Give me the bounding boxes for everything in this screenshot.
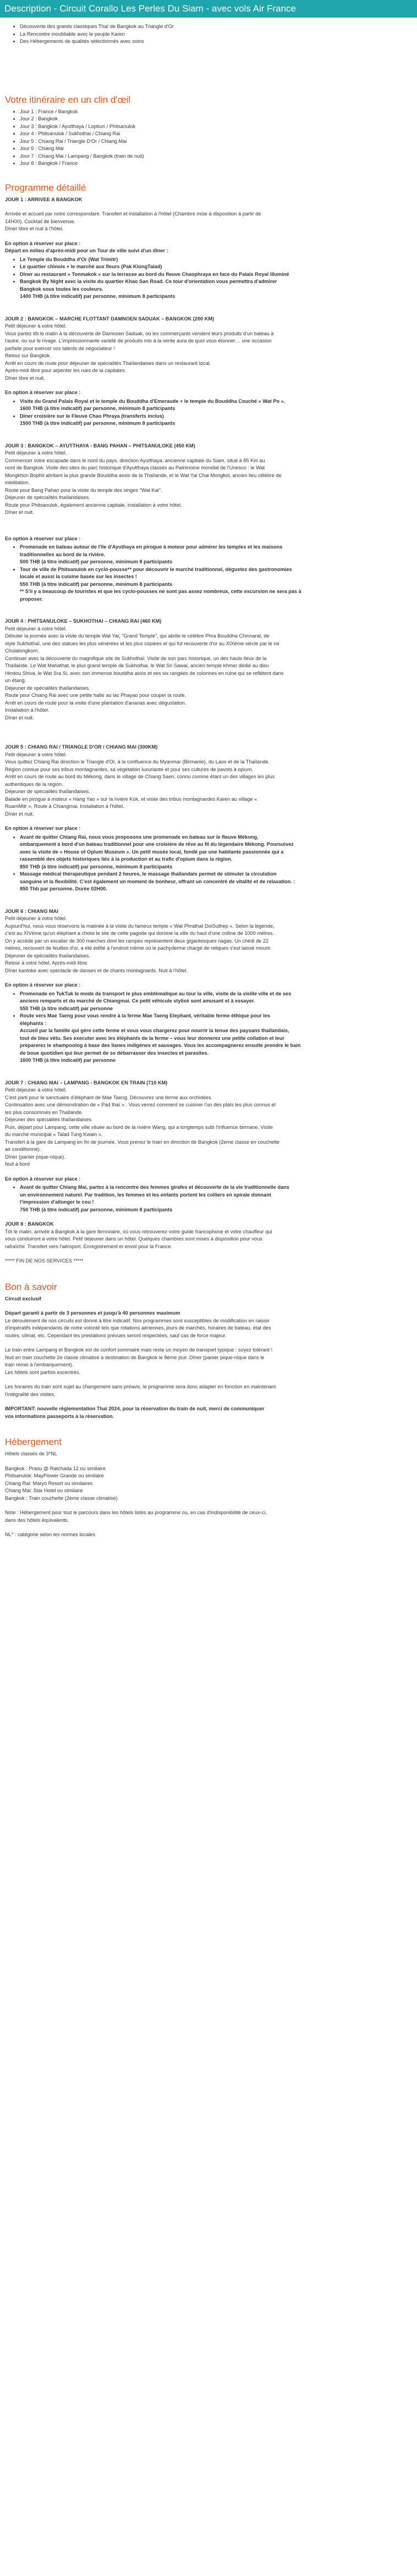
option-list <box>5 256 412 301</box>
hotel-line: Chiang Mai: Star Hotel ou similaire <box>5 1488 83 1493</box>
text-line: Massage médical thérapeutique pendant 2 heures, le massage thaïlandais permet de stimuler la circulation <box>20 871 277 877</box>
text-line: routes, climat, etc. Cependant les prestations prévues seront respectées, sauf cas de force majeur. <box>5 1332 227 1338</box>
price-line: 550 THB (à titre indicatif) par personne <box>20 1005 113 1011</box>
important-notice: IMPORTANT: nouvelle réglementation Thaï 2024, pour la réservation du train de nuit, merci de communiquer <box>5 1406 265 1411</box>
intro-list <box>5 23 412 46</box>
list-item: • Jour 3 : Bangkok / Ayutthaya / Lopburi / Phitsanulok <box>20 123 412 131</box>
day-title: JOUR 7 : CHIANG MAI – LAMPANG - BANGKOK EN TRAIN (710 KM) <box>5 1079 168 1085</box>
text-line: Déjeuner des spécialités thaïlandaises. <box>5 1117 93 1122</box>
list-item <box>20 990 412 1013</box>
day-title: JOUR 8 : BANGKOK <box>5 1221 54 1227</box>
price-line: 850 Thb par personne. Durée 02H00. <box>20 886 107 891</box>
day-title: JOUR 1 : ARRIVEE A BANGKOK <box>5 196 83 202</box>
end-of-services: ***** FIN DE NOS SERVICES ***** <box>5 1258 84 1264</box>
text-line: Arrêt en cours de route au bord du Mékong, dans le village de Chiang Saen, connu comme étant un des villages les plus <box>5 774 275 779</box>
text-line: Avant de quitter Chiang Mai, partez à la rencontre des femmes girafes et découverte de la vie traditionnelle dans <box>20 1184 289 1190</box>
circuit-label: Circuit exclusif <box>5 1295 41 1301</box>
text-line: Débuter la journée avec la visite du temple Wat Yai, "Grand Temple", qui abrite le célèbre Phra Bouddha Chinnarat, de <box>5 633 270 639</box>
lodging-intro: Hôtels classés de 3*NL <box>5 1451 57 1456</box>
text-line: ** S'il y a beaucoup de touristes et que les cyclo-pousses ne sont pas assez nombreux, cette excursion ne sera pas à <box>20 589 301 594</box>
text-line: Arrêt en cours de route pour déjeuner de spécialités Thaïlandaises dans un restaurant local. <box>5 360 211 366</box>
text-line: air conditionné). <box>5 1146 41 1152</box>
day-section <box>5 315 412 428</box>
option-list <box>5 990 412 1065</box>
text-line: Dîner et nuit. <box>5 509 34 515</box>
text-line: avec la visite de « House of Opium Museum ». Un petit musée local, fondé par une habitante passionnée qui a <box>20 849 284 855</box>
list-item: • Jour 1 : France / Bangkok <box>20 108 412 116</box>
list-item: • Jour 5 : Chiang Rai / Triangle D'Or / Chiang Mai <box>20 138 412 146</box>
list-item <box>20 278 412 301</box>
price-line: 500 THB (à titre indicatif) par personne, minimum 8 participants <box>20 559 173 564</box>
text-line: Le train entre Lampang et Bangkok est de confort sommaire mais reste un moyen de transport typique : soyez tolérant ! <box>5 1347 273 1353</box>
text-line: Déjeuner de spécialités thaïlandaises. <box>5 952 90 959</box>
text-line: du marché municipal « Talad Tung Kwain ». <box>5 1132 103 1137</box>
hotel-line: Phitsanulok: MayFlower Grande ou similaire <box>5 1473 104 1478</box>
text-line: locale et aussi la cuisine basée sur les insectes ! <box>20 574 137 579</box>
text-line: Retour sur Bangkok. <box>5 353 51 358</box>
text-line: Chulalongkorn. <box>5 648 39 653</box>
text-line: Petit déjeuner à votre hôtel. <box>5 751 67 757</box>
program-title: Programme détaillé <box>5 182 86 193</box>
lodging-note: Note : Hébergement pour tout le parcours dans les hôtels listés au programme ou, en cas d'indisponibilité de ceux-ci, <box>5 1510 267 1515</box>
text-line: tout de bleu vêtu. Ses executer avec les éléphants de la ferme – vous leur donnerez une petite collation et leur <box>20 1035 284 1041</box>
text-line: Déjeuner de spécialités thaïlandaises. <box>5 495 90 500</box>
text-line: On y accède par un escalier de 300 marches dont les rampes représentent deux gigantesques nagas. Un chédi de 22 <box>5 938 269 944</box>
text-line: Bangkok sous toutes les couleurs. <box>20 286 103 292</box>
list-item: • Jour 2 : Bangkok <box>20 115 412 123</box>
text-line: Arrêt en cours de route pour la visite d'une plantation d'ananas avec dégustation. <box>5 700 186 706</box>
text-line: Petit déjeuner à votre hôtel. <box>5 625 67 631</box>
option-subtitle: Départ en milieu d'après-midi pour un Tour de ville suivi d'un dîner : <box>5 248 168 253</box>
text-line: Petit déjeuner à votre hôtel. <box>5 916 67 921</box>
text-line: Dîner et nuit. <box>5 714 34 721</box>
option-list <box>5 398 412 428</box>
price-line: 1600 THB (à titre indicatif) par personne <box>20 1057 116 1063</box>
text-line: mètres, recouvert de feuilles d'or, a été édifié à l'endroit même où le pachyderme chargé de reliques s'est laissé mourir. <box>5 945 272 951</box>
list-item: • Le quartier chinois + le marché aux fleurs (Pak KlongTalad) <box>20 263 412 271</box>
text-line: préparerez le shampooing à base des lianes indigènes et sauvages. Vous les accompagnerez ensuite prendre le bain <box>20 1043 301 1048</box>
text-line: Dîner croisière sur le Fleuve Chao Phraya (transferts inclus) <box>20 413 164 419</box>
list-item: • Jour 7 : Chiang Mai / Lampang / Bangkok (train de nuit) <box>20 153 412 160</box>
text-line: les plus consommés en Thaïlande. <box>5 1109 83 1115</box>
text-line: c'est au XIVème qu'un éléphant a choisi le site de cette pagode qui domine la ville du haut d'une colline de 1000 mètres. <box>5 930 274 936</box>
text-line: parfaite pour exercer vos talents de négociateur ! <box>5 345 115 351</box>
text-line: anciens remparts et du marché de Chiangmai. Ce petit véhicule stylisé sont amusant et à essayer. <box>20 998 255 1004</box>
list-item: • Jour 4 : Phitsanulok / Sukhothai / Chiang Rai <box>20 130 412 138</box>
price-line: 850 THB (à titre indicatif) par personne, minimum 8 participants <box>20 863 173 869</box>
list-item: • Dîner au restaurant « Tonmakok » sur la terrasse au bord du fleuve Chaophraya en face du Palais Royal illuminé <box>20 271 412 279</box>
text-line: Les horaires du train sont sujet au changement sans préavis, le programme sera donc adapter en fonction en maintenant <box>5 1384 276 1389</box>
text-line: Accueil par la famille qui gère cette ferme et vous vous chargerez pour nourrir la tenue des paysans thaïlandais, <box>20 1028 289 1033</box>
text-line: Déjeuner de spécialités thaïlandaises. <box>5 685 90 691</box>
text-line: Tôt le matin, arrivée à Bangkok à la gare ferroviaire, où vous retrouverez votre guide francophone et votre chauffeur qui <box>5 1228 272 1234</box>
text-line: Les hôtels sont parfois excentrés. <box>5 1369 80 1375</box>
text-line: Arrivée et accueil par notre correspondant. Transfert et installation à l'hôtel (Chambre mise à disposition à partir de <box>5 211 261 217</box>
text-line: Mongkhon Bophit abritant la plus grande Bouddha assis de la Thaïlande, et le Wat Yai Chai Mongkol, ancien lieu célèbre de <box>5 472 282 478</box>
option-label: En option à réserver sur place : <box>5 535 81 541</box>
day-section <box>5 442 412 603</box>
hotel-line: Bangkok : Train couchette (2ème classe climatisé) <box>5 1495 118 1501</box>
important-notice: vos informations passeports à la réservation. <box>5 1413 114 1419</box>
text-line: Petit déjeuner à votre hôtel. <box>5 450 67 456</box>
list-item: • Découverte des grands classiques Thaï de Bangkok au Triangle d'Or <box>20 23 412 31</box>
text-line: Petit déjeuner à votre hôtel. <box>5 323 67 329</box>
text-line: Dîner libre et nuit à l'hôtel. <box>5 226 64 231</box>
text-line: Déjeuner de spécialités thaïlandaises. <box>5 789 90 794</box>
text-line: Aujourd'hui, nous vous réservons la matinée à la visite du fameux temple « Wat Phrathat DoiSuthep ». Selon la légende, <box>5 923 275 929</box>
text-line: Thaïlande. Le Wat Mahathat, le plus grand temple de Sukhothai, le Wat Sri Sawai, ancien temple khmer dédié au dieu <box>5 663 269 668</box>
price-line: 1500 THB (à titre indicatif) par personne, minimum 8 participants <box>20 420 175 426</box>
text-line: nord de Bangkok. Visite des sites du parc historique d'Ayutthaya classés au Patrimoine mondial de l'Unesco : le Wat <box>5 465 265 470</box>
page-title: Description - Circuit Corallo Les Perles Du Siam - avec vols Air France <box>0 0 417 18</box>
text-line: Après-midi libre pour arpenter les rues de la capitales. <box>5 368 127 373</box>
option-label: En option à réserver sur place : <box>5 982 81 988</box>
day-section <box>5 908 412 1065</box>
text-line: Route vers Mae Taeng pour vous rendre à la ferme Mae Taeng Elephant, véritable ferme éthique pour les <box>20 1013 271 1018</box>
day-section <box>5 1079 412 1214</box>
text-line: Vous quittez Chiang Rai direction le Triangle d'Or, à la confluence du Myanmar (Birmanie), du Laos et de la Thaïlande. <box>5 759 270 765</box>
list-item <box>20 398 412 413</box>
text-line: Le déroulement de nos circuits est donné à titre indicatif. Nos programmes sont susceptibles de modification en raison <box>5 1317 270 1323</box>
text-line: Retour à votre hôtel. Après-midi libre. <box>5 960 89 966</box>
list-item <box>20 1184 412 1214</box>
day-section <box>5 1221 412 1265</box>
text-line: vous conduiront à votre hôtel. Petit déjeuner dans un hôtel. Quelques chambres sont mises à disposition pour vous <box>5 1236 262 1242</box>
text-line: Continuation avec une démonstration de « Pad thaï » . Vous verrez comment se cuisiner l'un des plats les plus connus et <box>5 1102 276 1107</box>
lodging-title: Hébergement <box>5 1437 62 1447</box>
text-line: authentiques de la région. <box>5 781 63 787</box>
text-line: Bangkok By Night avec la visite du quartier Khao San Road. Ce tour d'orientation vous permettra d'admirer <box>20 279 277 284</box>
itinerary-list <box>5 108 412 168</box>
text-line: un étang. <box>5 678 26 683</box>
text-line: Visite du Grand Palais Royal et le temple du Bouddha d'Emeraude + le temple du Bouddha Couché « Wat Po ». <box>20 398 286 404</box>
text-line: Installation à l'hôtel. <box>5 707 50 713</box>
text-line: Nuit à bord <box>5 1161 30 1167</box>
option-label: En option à réserver sur place : <box>5 240 81 246</box>
text-line: Hindou Shiva, le Wat Sra Si, avec son immense bouddha assis et ses six rangées de colonnes en ruine qui se reflètent dans <box>5 670 284 676</box>
option-list <box>5 1184 412 1214</box>
list-item <box>20 834 412 871</box>
text-line: traditionnelles au bord de la rivière. <box>20 551 106 557</box>
text-line: 14H00). Cocktail de bienvenue. <box>5 218 76 224</box>
good-to-know-title: Bon à savoir <box>5 1281 57 1292</box>
text-line: Dîner et nuit. <box>5 811 34 817</box>
text-line: Petit déjeuner à votre hôtel. <box>5 1087 67 1093</box>
text-line: rafraîchir. Transfert vers l'aéroport. Enregistrement et envol pour la France. <box>5 1243 173 1249</box>
text-line: Continuer avec la découverte du magnifique site de Sukhothaï. Visite de son parc historique, un des hauts lieux de la <box>5 655 267 661</box>
text-line: C'est parti pour le sanctuaire d'éléphant de Mae Taeng. Découvrez une ferme aux orchidées. <box>5 1094 213 1100</box>
text-line: Puis, départ pour Lampang, cette ville située au bord de la rivière Wang, qui a longtemps subi l'influence birmane. Visite <box>5 1124 273 1130</box>
text-line: méditation. <box>5 480 30 485</box>
text-line: un environnement naturel. Par tradition, les femmes et les enfants portent les colliers en spirale donnant <box>20 1192 271 1198</box>
option-label: En option à réserver sur place : <box>5 826 81 831</box>
price-line: 1400 THB (à titre indicatif) par personne, minimum 8 participants <box>20 293 175 299</box>
list-item <box>20 413 412 428</box>
text-line: Nuit en train couchette 2e classe climatisé à destination de Bangkok le 8ème jour. Dîner (panier pique-nique dans le <box>5 1354 265 1360</box>
option-label: En option à réserver sur place : <box>5 390 81 395</box>
list-item: • La Rencontre inoubliable avec le peuple Karen <box>20 31 412 38</box>
main-content <box>0 18 417 1539</box>
text-line: style Sukhothaï, une des statues les plus vénérées et les plus copiées et qui fut recouverte d'or au XIXème siècle par le roi <box>5 640 279 646</box>
day-title: JOUR 4 : PHITSANULOKE – SUKHOTHAI – CHIANG RAI (460 KM) <box>5 618 162 624</box>
text-line: proposer. <box>20 596 43 602</box>
list-item: • Jour 8 : Bangkok / France <box>20 160 412 168</box>
list-item: • Le Temple du Bouddha d'Or (Wat Trimitr) <box>20 256 412 264</box>
text-line: Promenade en bateau autour de l'île d'Ayuthaya en pirogue à moteur pour admirer les temples et les maisons <box>20 544 283 550</box>
text-line: Transfert à la gare de Lampang en fin de journée. Vous prenez le train en direction de Bangkok (2eme classe en couchette <box>5 1139 280 1145</box>
itinerary-title: Votre itinéraire en un clin d'œil <box>5 94 131 105</box>
text-line: l'intégralité des visites. <box>5 1391 56 1397</box>
text-line: Route pour Bang Pahan pour la visite du temple des singes "Wat Kai". <box>5 487 162 493</box>
lodging-nl-note: NL* : catégorie selon les normes locales <box>5 1532 95 1537</box>
option-label: En option à réserver sur place : <box>5 1176 81 1182</box>
list-item <box>20 871 412 893</box>
text-line: Vous partez tôt le matin à la découverte de Damnoen Saduak, où les commerçants vendent leurs produits d'un bateau à <box>5 330 274 336</box>
departure-info: Départ garanti à partir de 3 personnes et jusqu'à 40 personnes maximum <box>5 1310 180 1316</box>
text-line: Dîner (panier pique-nique). <box>5 1154 65 1160</box>
price-line: 1600 THB (à titre indicatif) par personne, minimum 8 participants <box>20 406 175 411</box>
day-title: JOUR 2 : BANGKOK – MARCHE FLOTTANT DAMNOEN SADUAK – BANGKOK (200 KM) <box>5 315 215 322</box>
text-line: embarquement à bord d'un bateau traditionnel pour une croisière de rêve au fil du légendaire Mékong. Poursuivez <box>20 841 294 847</box>
price-line: 550 THB (à titre indicatif) par personne, minimum 8 participants <box>20 581 173 587</box>
text-line: éléphants : <box>20 1020 47 1026</box>
option-list <box>5 834 412 893</box>
text-line: train remis à l'embarquement). <box>5 1362 74 1367</box>
text-line: Balade en pirogue à moteur « Hang Yao » sur la rivière Kok, et visite des tribus montagnardes Karen au village « <box>5 796 257 802</box>
price-line: 750 THB (à titre indicatif) par personne, minimum 8 participants <box>20 1206 173 1212</box>
text-line: sanguine et la flexibilité. C'est également un moment de bonheur, offrant un concentré de vitalité et de relaxation. : <box>20 878 295 884</box>
text-line: Route pour Chiang Rai avec une petite halte au lac Phayao pour couper la route. <box>5 693 186 698</box>
text-line: Route pour Phitsanulok, également ancienne capitale, installation à votre hôtel. <box>5 502 182 508</box>
day-section <box>5 744 412 893</box>
day-section <box>5 618 412 722</box>
list-item <box>20 1012 412 1065</box>
day-title: JOUR 6 : CHIANG MAI <box>5 908 58 914</box>
day-title: JOUR 3 : BANGKOK – AYUTTHAYA - BANG PAHAN – PHITSANULOKE (450 KM) <box>5 442 195 448</box>
text-line: de boue quotidien qui leur permet de se débarrasser des insectes et parasites. <box>20 1050 209 1056</box>
text-line: d'impératifs indépendants de notre volonté tels que rotations aériennes, jours de marchés, horaires de bateau, état des <box>5 1325 271 1331</box>
day-section <box>5 196 412 301</box>
text-line: l'autre, ou sur le rivage. L'impressionnante variété de produits mis à la vente aura de quoi vous étonner… une occasion <box>5 338 272 344</box>
day-title: JOUR 5 : CHIANG RAI / TRIANGLE D'OR / CHIANG MAI (300KM) <box>5 744 158 750</box>
text-line: Dîner kantoke avec spectacle de danses et de chants montagnards. Nuit à l'hôtel. <box>5 967 188 973</box>
list-item <box>20 566 412 603</box>
lodging-note: dans des hôtels équivalents. <box>5 1517 69 1523</box>
text-line: Commencer votre escapade dans le nord du pays, direction Ayutthaya, ancienne capitale du Siam, situé à 85 Km au <box>5 457 265 463</box>
text-line: Promenade en TukTuk le mode de transport le plus emblématique au tour la ville, visite de la vieille ville et de ses <box>20 990 292 996</box>
hotel-line: Bangkok : Prasu @ Ratchada 12 ou similaire <box>5 1465 106 1471</box>
text-line: Avant de quitter Chiang Rai, nous vous proposons une promenade en bateau sur le fleuve Mékong, <box>20 834 259 840</box>
text-line: RuamMitr », Route à Chiangmai. Installation à l'hôtel. <box>5 804 124 809</box>
text-line: Région connue pour ses tribus montagnardes, sa végétation luxuriante et pour ses cultures de pavots à opium. <box>5 766 253 772</box>
text-line: Tour de ville de Phitsanulok en cyclo-pousse** pour découvrir le marché traditionnel, dégustez des gastronomies <box>20 566 292 572</box>
text-line: l'impression d'allonger le cou ! <box>20 1199 94 1205</box>
list-item <box>20 544 412 566</box>
list-item: • Jour 6 : Chiang Mai <box>20 145 412 153</box>
text-line: Dîner libre et nuit. <box>5 375 45 381</box>
hotel-line: Chiang Rai: Maryo Resort ou similaires <box>5 1480 93 1486</box>
option-list <box>5 544 412 603</box>
list-item: • Des Hébergements de qualités sélectionnés avec soins <box>20 38 412 46</box>
text-line: rassemblé des objets historiques liés à la production et au trafic d'opium dans la région. <box>20 856 233 862</box>
